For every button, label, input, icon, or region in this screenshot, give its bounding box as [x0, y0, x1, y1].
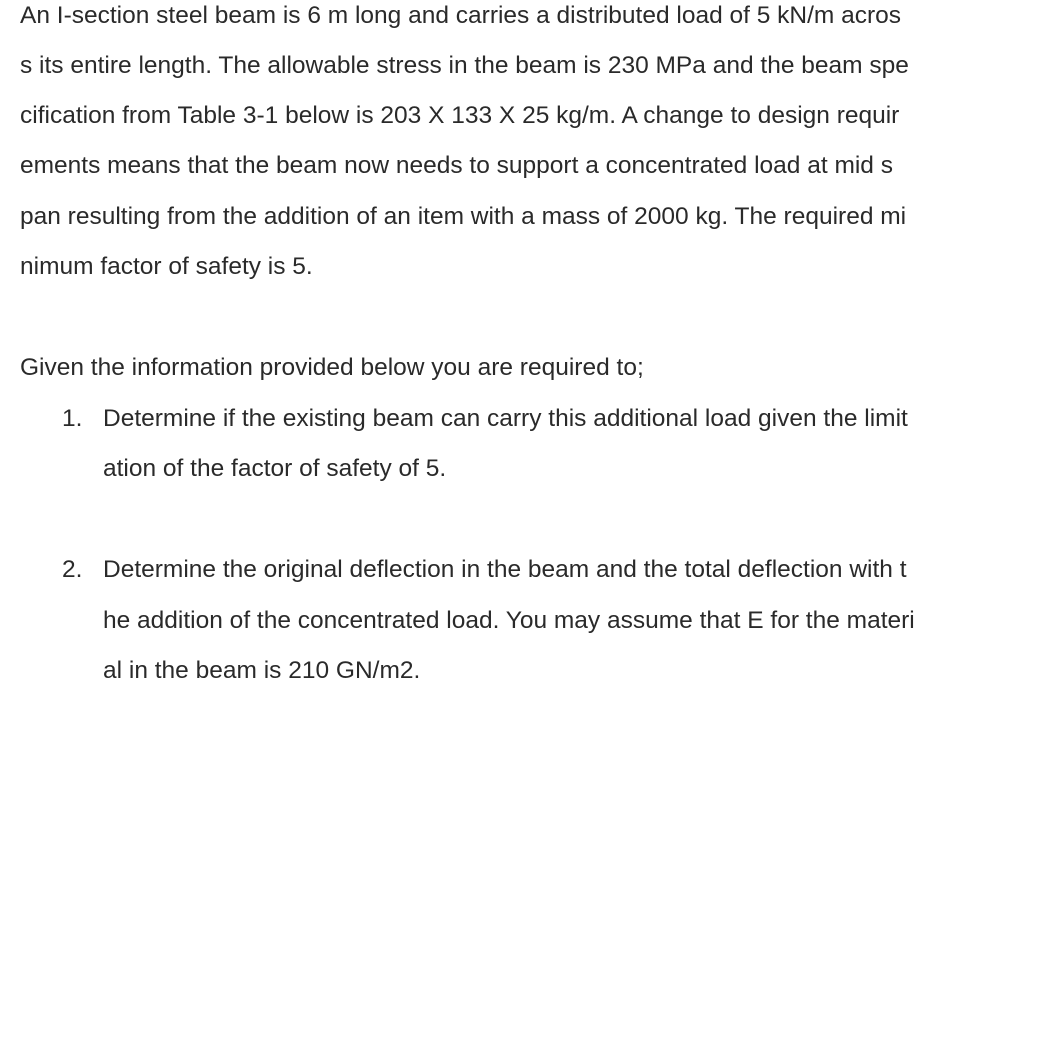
list-item-line: he addition of the concentrated load. You may assume that E for the materi — [103, 607, 915, 634]
list-item-number: 1. — [62, 405, 83, 432]
problem-line-4: ements means that the beam now needs to support a concentrated load at mid s — [20, 152, 893, 179]
list-item-line: al in the beam is 210 GN/m2. — [103, 657, 421, 684]
list-item-number: 2. — [62, 556, 83, 583]
problem-line-1: An I-section steel beam is 6 m long and carries a distributed load of 5 kN/m acros — [20, 2, 902, 29]
problem-line-5: pan resulting from the addition of an item with a mass of 2000 kg. The required mi — [20, 203, 907, 230]
problem-line-3: cification from Table 3-1 below is 203 X 133 X 25 kg/m. A change to design requir — [20, 102, 900, 129]
list-item-line: Determine if the existing beam can carry this additional load given the limit — [103, 405, 908, 432]
task-intro: Given the information provided below you are required to; — [20, 354, 644, 381]
list-item-line: ation of the factor of safety of 5. — [103, 455, 447, 482]
problem-line-2: s its entire length. The allowable stress in the beam is 230 MPa and the beam spe — [20, 52, 909, 79]
list-item-line: Determine the original deflection in the beam and the total deflection with t — [103, 556, 907, 583]
problem-line-6: nimum factor of safety is 5. — [20, 253, 313, 280]
